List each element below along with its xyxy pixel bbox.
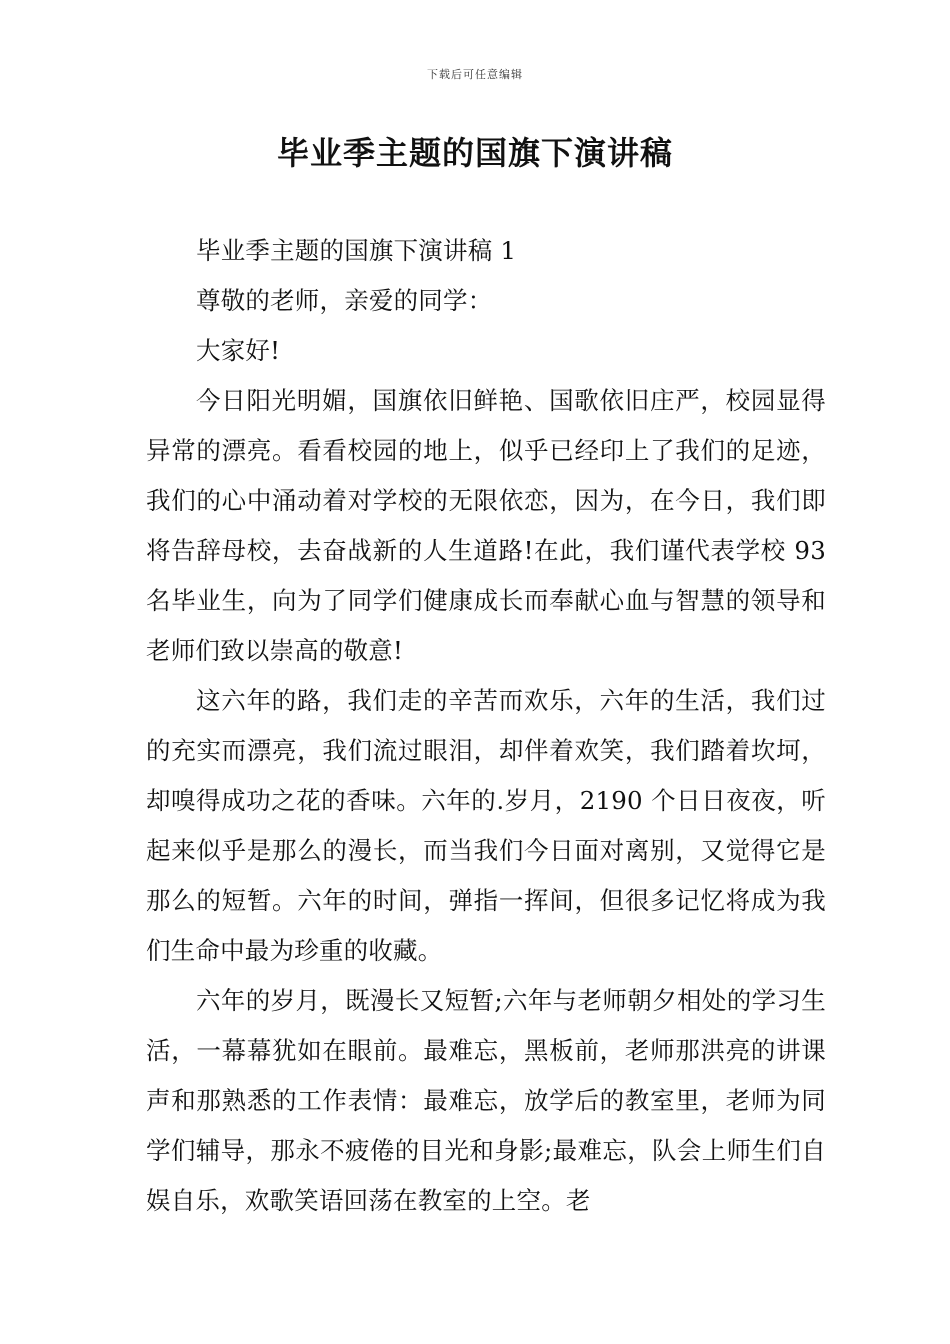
paragraph-salutation: 尊敬的老师，亲爱的同学： <box>196 286 493 315</box>
document-title: 毕业季主题的国旗下演讲稿 <box>276 134 673 172</box>
paragraph-body: 这六年的路，我们走的辛苦而欢乐，六年的生活，我们过的充实而漂亮，我们流过眼泪，却伴着欢笑，我们踏着坎坷，却嗅得成功之花的香味。六年的.岁月，2190 个日日夜夜，听起来似乎是那么的漫长，而当我们今日面对离别，又觉得它是那么的短暂。六年的时间，弹指一挥间，但很多记忆将成为我们生命中最为珍重的收藏。 <box>146 686 826 965</box>
header-note: 下载后可任意编辑 <box>427 68 523 81</box>
paragraph-body: 今日阳光明媚，国旗依旧鲜艳、国歌依旧庄严，校园显得异常的漂亮。看看校园的地上，似乎已经印上了我们的足迹，我们的心中涌动着对学校的无限依恋，因为，在今日，我们即将告辞母校，去奋战新的人生道路!在此，我们谨代表学校 93 名毕业生，向为了同学们健康成长而奉献心血与智慧的领导和老师们致以崇高的敬意! <box>146 386 826 665</box>
paragraph-subtitle: 毕业季主题的国旗下演讲稿 1 <box>196 236 517 265</box>
paragraph-body: 六年的岁月，既漫长又短暂;六年与老师朝夕相处的学习生活，一幕幕犹如在眼前。最难忘，黑板前，老师那洪亮的讲课声和那熟悉的工作表情：最难忘，放学后的教室里，老师为同学们辅导，那永不疲倦的目光和身影;最难忘，队会上师生们自娱自乐，欢歌笑语回荡在教室的上空。老 <box>146 986 826 1215</box>
document-body <box>146 226 826 1226</box>
paragraph-greeting: 大家好! <box>196 336 281 365</box>
